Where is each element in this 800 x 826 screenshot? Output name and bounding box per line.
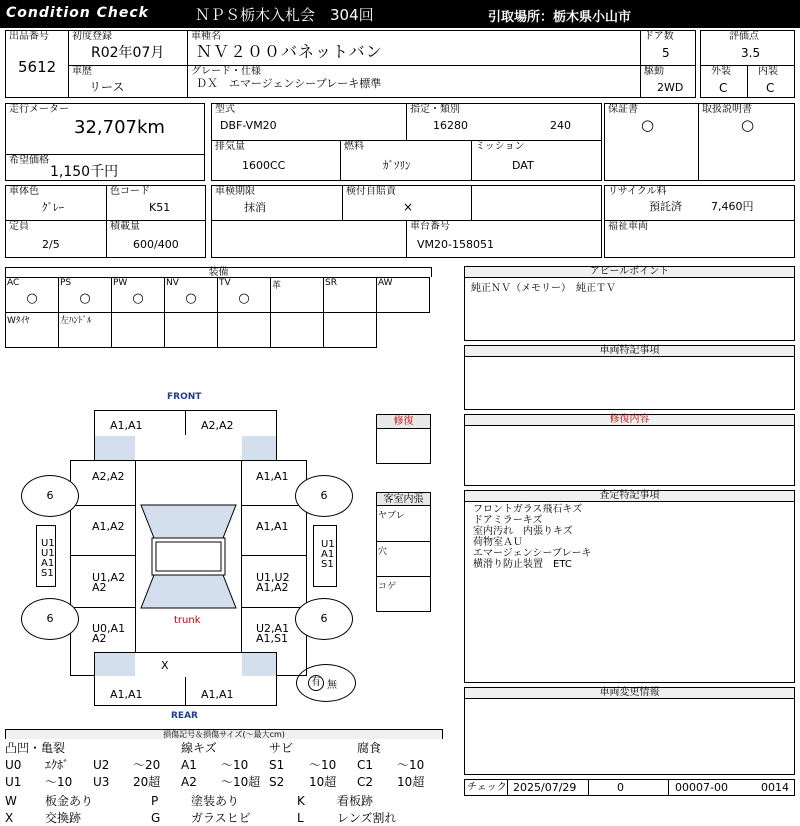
score: 3.5 (741, 46, 761, 60)
frame-label: 車台番号 (410, 221, 450, 232)
legend-code: U1 (5, 774, 22, 789)
equip-pw: PW ○ (112, 278, 165, 313)
legend-code: G (151, 810, 161, 825)
displacement-label: 排気量 (215, 141, 245, 152)
manual: ○ (741, 116, 755, 134)
footer-check (464, 779, 795, 796)
interior-state-box (376, 492, 431, 612)
capacity-box (5, 220, 107, 258)
fuel-box (340, 140, 472, 181)
interior-box (747, 65, 795, 98)
footer-divider (507, 780, 508, 795)
inspector-line: エマージェンシーブレーキ (473, 548, 592, 559)
legend-desc: 塗装あり (191, 794, 240, 808)
legend-group-rust: サビ (269, 741, 294, 755)
change-title: 車両変更情報 (465, 688, 794, 699)
inspector-title: 査定特記事項 (465, 491, 794, 502)
warranty-label: 保証書 (608, 104, 638, 115)
pickup-location: 引取場所：栃木県小山市 (488, 10, 632, 25)
footer-divider (588, 780, 589, 795)
model-box (211, 103, 407, 141)
car-name-box (187, 30, 641, 66)
tire-rear-left: 6 (21, 598, 79, 640)
history: リース (89, 80, 125, 94)
lot-number: 5612 (18, 58, 57, 76)
legend-code: U2 (93, 757, 110, 772)
appeal-text: 純正ＮＶ（メモリー） 純正ＴＶ (471, 283, 616, 294)
interior-state-title: 客室内張 (377, 493, 430, 506)
color-label: 車体色 (9, 186, 39, 197)
legend-code: W (5, 793, 17, 808)
frame-box (406, 220, 602, 258)
equip-empty (377, 313, 430, 348)
change-box (464, 687, 795, 775)
panel-front-left: A1,A1 (94, 410, 186, 436)
color-code: K51 (149, 201, 171, 214)
spare-mark: 有 (308, 675, 324, 691)
insurance: × (403, 200, 414, 214)
grade-box (187, 65, 641, 98)
trunk-label: trunk (174, 615, 201, 626)
side-sill-left: U1 U1 A1 S1 (36, 525, 56, 587)
footer-date: 2025/07/29 (513, 781, 577, 794)
price-label: 希望価格 (9, 155, 49, 166)
equip-empty (218, 313, 271, 348)
insurance-label: 検付自賠責 (346, 186, 396, 197)
legend-desc: ～10 (45, 775, 73, 789)
legend-code: S1 (269, 757, 285, 772)
recycle-box (604, 185, 795, 221)
door-right-rear-2: A1,A2 (256, 581, 289, 594)
door-right-rear-1: U1,U2 (256, 571, 290, 584)
first-reg: R02年07月 (91, 45, 165, 61)
quarter-left-2: A2 (92, 632, 107, 645)
load-box (106, 220, 206, 258)
repair-content-box (464, 414, 795, 486)
legend-desc: ｴｸﾎﾞ (45, 758, 70, 772)
legend-table (5, 739, 443, 790)
check-label: チェック (467, 782, 507, 793)
legend-title: 損傷記号＆損傷サイズ(～最大cm) (5, 729, 443, 739)
rear-blue-right (242, 653, 276, 676)
drive-label: 駆動 (644, 66, 664, 77)
footer-code2: 0014 (761, 781, 789, 794)
blank-box-2 (211, 220, 407, 258)
quarter-right-2: A1,S1 (256, 632, 289, 645)
equip-left-handle: 左ﾊﾝﾄﾞﾙ (59, 313, 112, 348)
blank-box-1 (471, 185, 602, 221)
equip-leather: 革 (271, 278, 324, 313)
exterior-box (700, 65, 748, 98)
price-box (5, 154, 205, 181)
auction-title: ＮＰＳ栃木入札会 304回 (195, 6, 374, 24)
legend-desc: ～20 (133, 758, 161, 772)
legend-table-2 (5, 792, 443, 826)
warranty: ○ (641, 116, 655, 134)
logo-text: Condition Check (6, 5, 149, 21)
legend-code: X (5, 810, 14, 825)
legend-code: C1 (357, 757, 374, 772)
legend-group-dent: 凸凹・亀裂 (5, 741, 66, 755)
legend-group-scratch: 線キズ (181, 741, 217, 755)
equip-aw: AW (377, 278, 430, 313)
model-label: 型式 (215, 104, 235, 115)
doors-label: ドア数 (644, 31, 674, 42)
drive: 2WD (657, 81, 684, 94)
legend-desc: レンズ割れ (337, 811, 397, 825)
recycle-label: リサイクル料 (608, 186, 667, 197)
footer-divider (668, 780, 669, 795)
tire-front-left: 6 (21, 475, 79, 517)
load: 600/400 (133, 238, 179, 251)
inspection-label: 車検期限 (215, 186, 255, 197)
equip-sr: SR (324, 278, 377, 313)
fender-left: A2,A2 (92, 470, 125, 483)
hood-blue-left (95, 436, 135, 460)
panel-rear-right: A1,A1 (185, 676, 277, 706)
legend-desc: ～10 (309, 758, 337, 772)
recycle-fee: 7,460円 (711, 200, 754, 213)
legend-desc: 20超 (133, 775, 161, 789)
line-right-3 (241, 607, 307, 608)
color-code-box (106, 185, 206, 221)
score-box (700, 30, 795, 66)
history-box (68, 65, 188, 98)
legend-code: P (151, 793, 159, 808)
repair-box (376, 414, 431, 464)
legend-desc: 10超 (397, 775, 425, 789)
cabin-glass (135, 505, 242, 608)
mission: DAT (512, 159, 534, 172)
exterior-label: 外装 (711, 66, 731, 77)
equipment-title: 装備 (208, 267, 229, 278)
interior-row-3: コゲ (378, 582, 397, 592)
legend-desc: 板金あり (45, 794, 94, 808)
grade: ＤＸ エマージェンシーブレーキ標準 (196, 77, 382, 90)
interior-label: 内装 (758, 66, 778, 77)
line-left-2 (70, 555, 136, 556)
notes-title: 車両特記事項 (465, 346, 794, 357)
panel-rear-left: A1,A1 (94, 676, 186, 706)
load-label: 積載量 (110, 221, 140, 232)
inspector-line: フロントガラス飛石キズ (473, 504, 583, 515)
doors-box (640, 30, 696, 66)
lot-number-box (5, 30, 69, 98)
rear-blue-left (95, 653, 135, 676)
inspector-box (464, 490, 795, 683)
legend-desc: 交換跡 (45, 811, 82, 825)
spare-tire-box (296, 664, 356, 702)
frame: VM20-158051 (417, 238, 494, 251)
fuel: ｶﾞｿﾘﾝ (383, 159, 411, 172)
mission-box (471, 140, 602, 181)
header-bar (0, 0, 800, 28)
displacement: 1600CC (242, 159, 286, 172)
equip-ac: AC ○ (6, 278, 59, 313)
door-left-front: A1,A2 (92, 520, 125, 533)
designation: 16280 (433, 119, 468, 132)
color-box (5, 185, 107, 221)
equip-w-tire: Wﾀｲﾔ (6, 313, 59, 348)
legend-desc: 10超 (309, 775, 337, 789)
equip-nv: NV ○ (165, 278, 218, 313)
designation-box (406, 103, 602, 141)
line-right-2 (241, 555, 307, 556)
notes-box (464, 345, 795, 410)
quarter-left-1: U0,A1 (92, 622, 126, 635)
appeal-title: アピールポイント (465, 267, 794, 278)
line-left-3 (70, 607, 136, 608)
interior-row-1: ヤブレ (377, 506, 430, 542)
spare-none: 無 (327, 680, 337, 691)
appeal-box (464, 266, 795, 341)
equip-empty (165, 313, 218, 348)
car-name: ＮＶ２００バネットバン (196, 42, 383, 61)
legend (5, 729, 443, 826)
lot-number-label: 出品番号 (9, 31, 49, 42)
legend-code: C2 (357, 774, 374, 789)
classification: 240 (550, 119, 571, 132)
rear-center-mark: X (161, 659, 169, 672)
mileage-label: 走行メーター (9, 104, 69, 115)
legend-code: A1 (181, 757, 197, 772)
color-code-label: 色コード (110, 186, 150, 197)
hood-blue-right (242, 436, 276, 460)
inspector-line: 荷物室ＡＵ (473, 537, 523, 548)
legend-desc: ～10 (221, 758, 249, 772)
legend-code: A2 (181, 774, 197, 789)
footer-check-value: 0 (617, 781, 624, 794)
color: ｸﾞﾚｰ (42, 201, 64, 214)
legend-desc: ～10超 (221, 775, 261, 789)
inspector-line: ドアミラーキズ (473, 515, 543, 526)
capacity: 2/5 (42, 238, 60, 251)
price: 1,150千円 (50, 164, 119, 180)
equip-empty (112, 313, 165, 348)
equipment-title-bar (5, 267, 432, 277)
line-left-1 (70, 505, 136, 506)
legend-desc: ～10 (397, 758, 425, 772)
legend-desc: ガラスヒビ (191, 811, 251, 825)
manual-label: 取扱説明書 (702, 104, 752, 115)
inspection-box (211, 185, 343, 221)
legend-code: L (297, 810, 304, 825)
recycle-status: 預託済 (649, 200, 682, 213)
legend-code: S2 (269, 774, 285, 789)
door-left-rear-2: A2 (92, 581, 107, 594)
grade-label: グレード・仕様 (191, 66, 261, 77)
inspector-notes (473, 504, 591, 570)
equip-tv: TV ○ (218, 278, 271, 313)
mileage: 32,707km (74, 117, 165, 138)
capacity-label: 定員 (9, 221, 29, 232)
warranty-box (604, 103, 699, 181)
tire-front-right: 6 (295, 475, 353, 517)
footer-code1: 00007-00 (675, 781, 728, 794)
mission-label: ミッション (475, 141, 525, 152)
first-reg-box (68, 30, 188, 66)
inspector-line: 室内汚れ 内張りキズ (473, 526, 573, 537)
insurance-box (342, 185, 472, 221)
exterior: C (719, 81, 728, 95)
mileage-box (5, 103, 205, 155)
first-reg-label: 初度登録 (72, 31, 112, 42)
front-label: FRONT (167, 392, 202, 402)
legend-code: K (297, 793, 305, 808)
door-right-front: A1,A1 (256, 520, 289, 533)
inspection: 抹消 (244, 201, 266, 214)
displacement-box (211, 140, 341, 181)
score-label: 評価点 (729, 31, 759, 42)
car-name-label: 車種名 (191, 31, 221, 42)
repair-content-title: 修復内容 (465, 415, 794, 426)
panel-front-right: A2,A2 (185, 410, 277, 436)
interior-row-2: 穴 (377, 542, 430, 577)
welfare-box (604, 220, 795, 258)
designation-label: 指定・類別 (410, 104, 460, 115)
equipment-table (5, 277, 430, 348)
history-label: 車歴 (72, 66, 92, 77)
legend-desc: 看板跡 (337, 794, 374, 808)
inspector-line: 横滑り防止装置 ETC (473, 559, 572, 570)
model: DBF-VM20 (220, 119, 277, 132)
legend-code: U0 (5, 757, 22, 772)
doors: 5 (662, 46, 670, 60)
quarter-right-1: U2,A1 (256, 622, 290, 635)
fuel-label: 燃料 (344, 141, 364, 152)
welfare-label: 福祉車両 (608, 221, 648, 232)
manual-box (698, 103, 795, 181)
equip-empty (324, 313, 377, 348)
rear-label: REAR (171, 711, 198, 721)
side-sill-right: U1 A1 S1 (313, 525, 337, 587)
interior: C (766, 81, 775, 95)
equip-ps: PS ○ (59, 278, 112, 313)
drive-box (640, 65, 696, 98)
equip-empty (271, 313, 324, 348)
legend-group-corrosion: 腐食 (357, 741, 382, 755)
fender-right: A1,A1 (256, 470, 289, 483)
legend-code: U3 (93, 774, 110, 789)
door-left-rear-1: U1,A2 (92, 571, 126, 584)
tire-rear-right: 6 (295, 598, 353, 640)
repair-title: 修復 (377, 415, 430, 429)
